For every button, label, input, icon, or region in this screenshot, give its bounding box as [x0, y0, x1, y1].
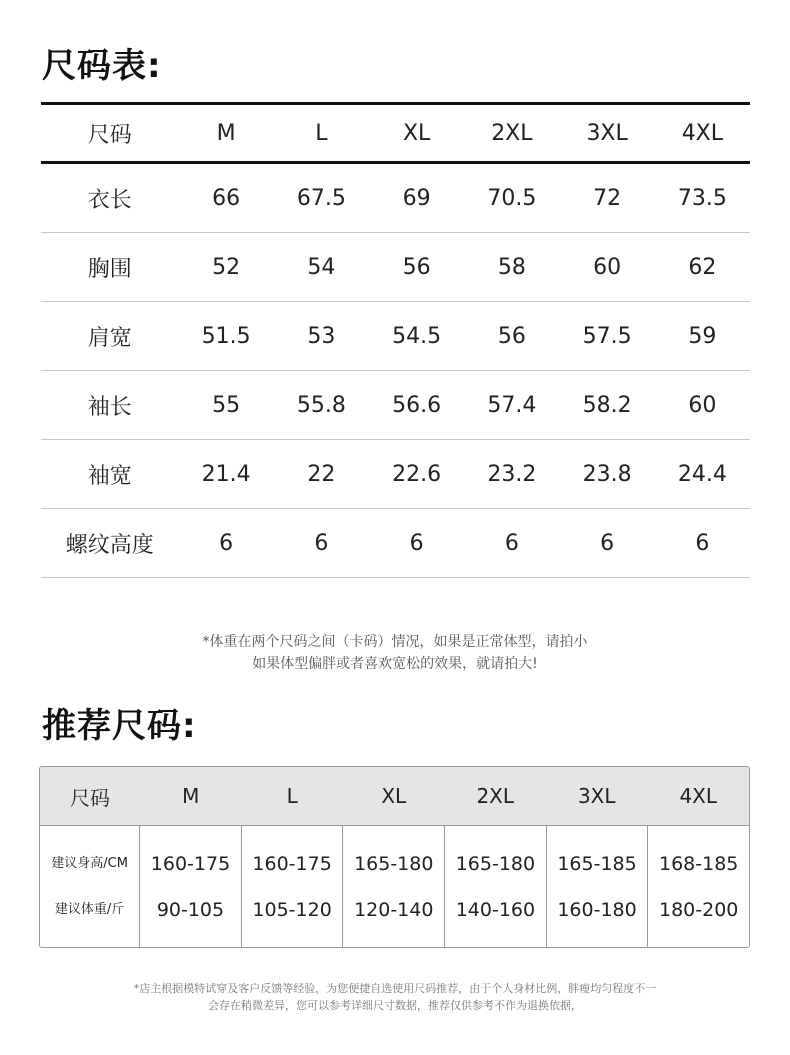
- header-cell: 尺码: [87, 122, 132, 148]
- table-cell: 66: [212, 185, 241, 211]
- recommend-note-line: 会存在稍微差异，您可以参考详细尺寸数据，推荐仅供参考不作为退换依据，: [208, 999, 582, 1012]
- table-cell: 51.5: [201, 323, 251, 349]
- weight-range: 105-120: [252, 898, 332, 921]
- row-label: 螺纹高度: [65, 532, 154, 558]
- recommend-note: [0, 980, 790, 1014]
- table-cell: 70.5: [487, 185, 537, 211]
- table-cell: 6: [219, 530, 234, 556]
- height-range: 165-180: [354, 852, 434, 875]
- recommend-title: 推荐尺码:: [42, 706, 197, 746]
- header-cell: 4XL: [681, 120, 724, 146]
- recommend-table-body: [40, 826, 749, 947]
- size-column: [546, 826, 648, 947]
- height-range: 168-185: [658, 852, 739, 875]
- table-row: [41, 509, 750, 578]
- table-cell: 6: [695, 530, 710, 556]
- table-cell: 58: [497, 254, 526, 280]
- header-cell: L: [315, 120, 328, 146]
- table-row: [41, 440, 750, 509]
- table-cell: 52: [212, 254, 241, 280]
- table-cell: 60: [688, 392, 717, 418]
- table-row: [41, 233, 750, 302]
- table-cell: 67.5: [296, 185, 346, 211]
- table-cell: 24.4: [677, 461, 727, 487]
- table-cell: 56.6: [392, 392, 442, 418]
- table-cell: 6: [504, 530, 519, 556]
- header-cell: XL: [402, 120, 431, 146]
- table-cell: 69: [402, 185, 431, 211]
- table-cell: 6: [600, 530, 615, 556]
- table-cell: 57.5: [582, 323, 632, 349]
- size-column: [342, 826, 444, 947]
- row-label: 衣长: [87, 187, 132, 213]
- header-cell: M: [216, 120, 236, 146]
- table-cell: 23.8: [582, 461, 632, 487]
- header-cell: XL: [381, 784, 407, 808]
- header-cell: 2XL: [491, 120, 533, 146]
- height-range: 160-175: [252, 852, 332, 875]
- header-cell: 2XL: [476, 784, 515, 808]
- table-cell: 23.2: [487, 461, 537, 487]
- weight-range: 140-160: [455, 898, 536, 921]
- height-range: 165-185: [557, 852, 637, 875]
- table-cell: 57.4: [487, 392, 537, 418]
- table-cell: 6: [314, 530, 329, 556]
- recommend-note-line: *店主根据模特试穿及客户反馈等经验，为您便捷自选使用尺码推荐，由于个人身材比例，胖瘦均匀程度不一: [133, 982, 657, 995]
- size-note: [0, 631, 790, 675]
- size-column: [647, 826, 749, 947]
- table-cell: 73.5: [677, 185, 727, 211]
- header-cell: M: [182, 784, 200, 808]
- row-label-column: [40, 826, 139, 947]
- row-label: 袖宽: [87, 463, 132, 489]
- weight-range: 120-140: [354, 898, 434, 921]
- header-cell: 尺码: [70, 785, 110, 810]
- size-column: [241, 826, 343, 947]
- header-cell: L: [286, 784, 298, 808]
- table-cell: 53: [307, 323, 336, 349]
- row-label: 建议身高/CM: [51, 855, 128, 871]
- table-cell: 60: [593, 254, 622, 280]
- height-range: 165-180: [455, 852, 536, 875]
- size-column: [139, 826, 241, 947]
- size-table-header: [41, 102, 750, 164]
- table-cell: 55: [212, 392, 241, 418]
- table-row: [41, 164, 750, 233]
- size-note-line: 如果体型偏胖或者喜欢宽松的效果，就请拍大!: [252, 656, 538, 672]
- table-cell: 22: [307, 461, 336, 487]
- header-cell: 3XL: [586, 120, 628, 146]
- table-cell: 6: [409, 530, 424, 556]
- row-label: 袖长: [87, 394, 132, 420]
- table-cell: 59: [688, 323, 717, 349]
- size-chart-title: 尺码表:: [42, 46, 162, 86]
- table-cell: 54.5: [392, 323, 442, 349]
- row-label: 胸围: [87, 256, 132, 282]
- table-row: [41, 371, 750, 440]
- table-cell: 58.2: [582, 392, 632, 418]
- size-table: [41, 102, 750, 578]
- row-label: 肩宽: [87, 325, 132, 351]
- row-label: 建议体重/斤: [54, 901, 125, 917]
- table-cell: 54: [307, 254, 336, 280]
- table-cell: 62: [688, 254, 717, 280]
- weight-range: 180-200: [658, 898, 739, 921]
- header-cell: 4XL: [679, 784, 718, 808]
- weight-range: 90-105: [156, 898, 225, 921]
- table-cell: 21.4: [201, 461, 251, 487]
- recommend-table: [39, 766, 750, 948]
- table-cell: 22.6: [392, 461, 442, 487]
- recommend-table-header: [40, 767, 749, 826]
- size-note-line: *体重在两个尺码之间（卡码）情况，如果是正常体型，请拍小: [202, 634, 588, 650]
- header-cell: 3XL: [577, 784, 616, 808]
- height-range: 160-175: [150, 852, 231, 875]
- size-column: [444, 826, 546, 947]
- table-cell: 55.8: [296, 392, 346, 418]
- table-cell: 56: [402, 254, 431, 280]
- table-cell: 72: [593, 185, 622, 211]
- table-cell: 56: [497, 323, 526, 349]
- table-row: [41, 302, 750, 371]
- weight-range: 160-180: [557, 898, 637, 921]
